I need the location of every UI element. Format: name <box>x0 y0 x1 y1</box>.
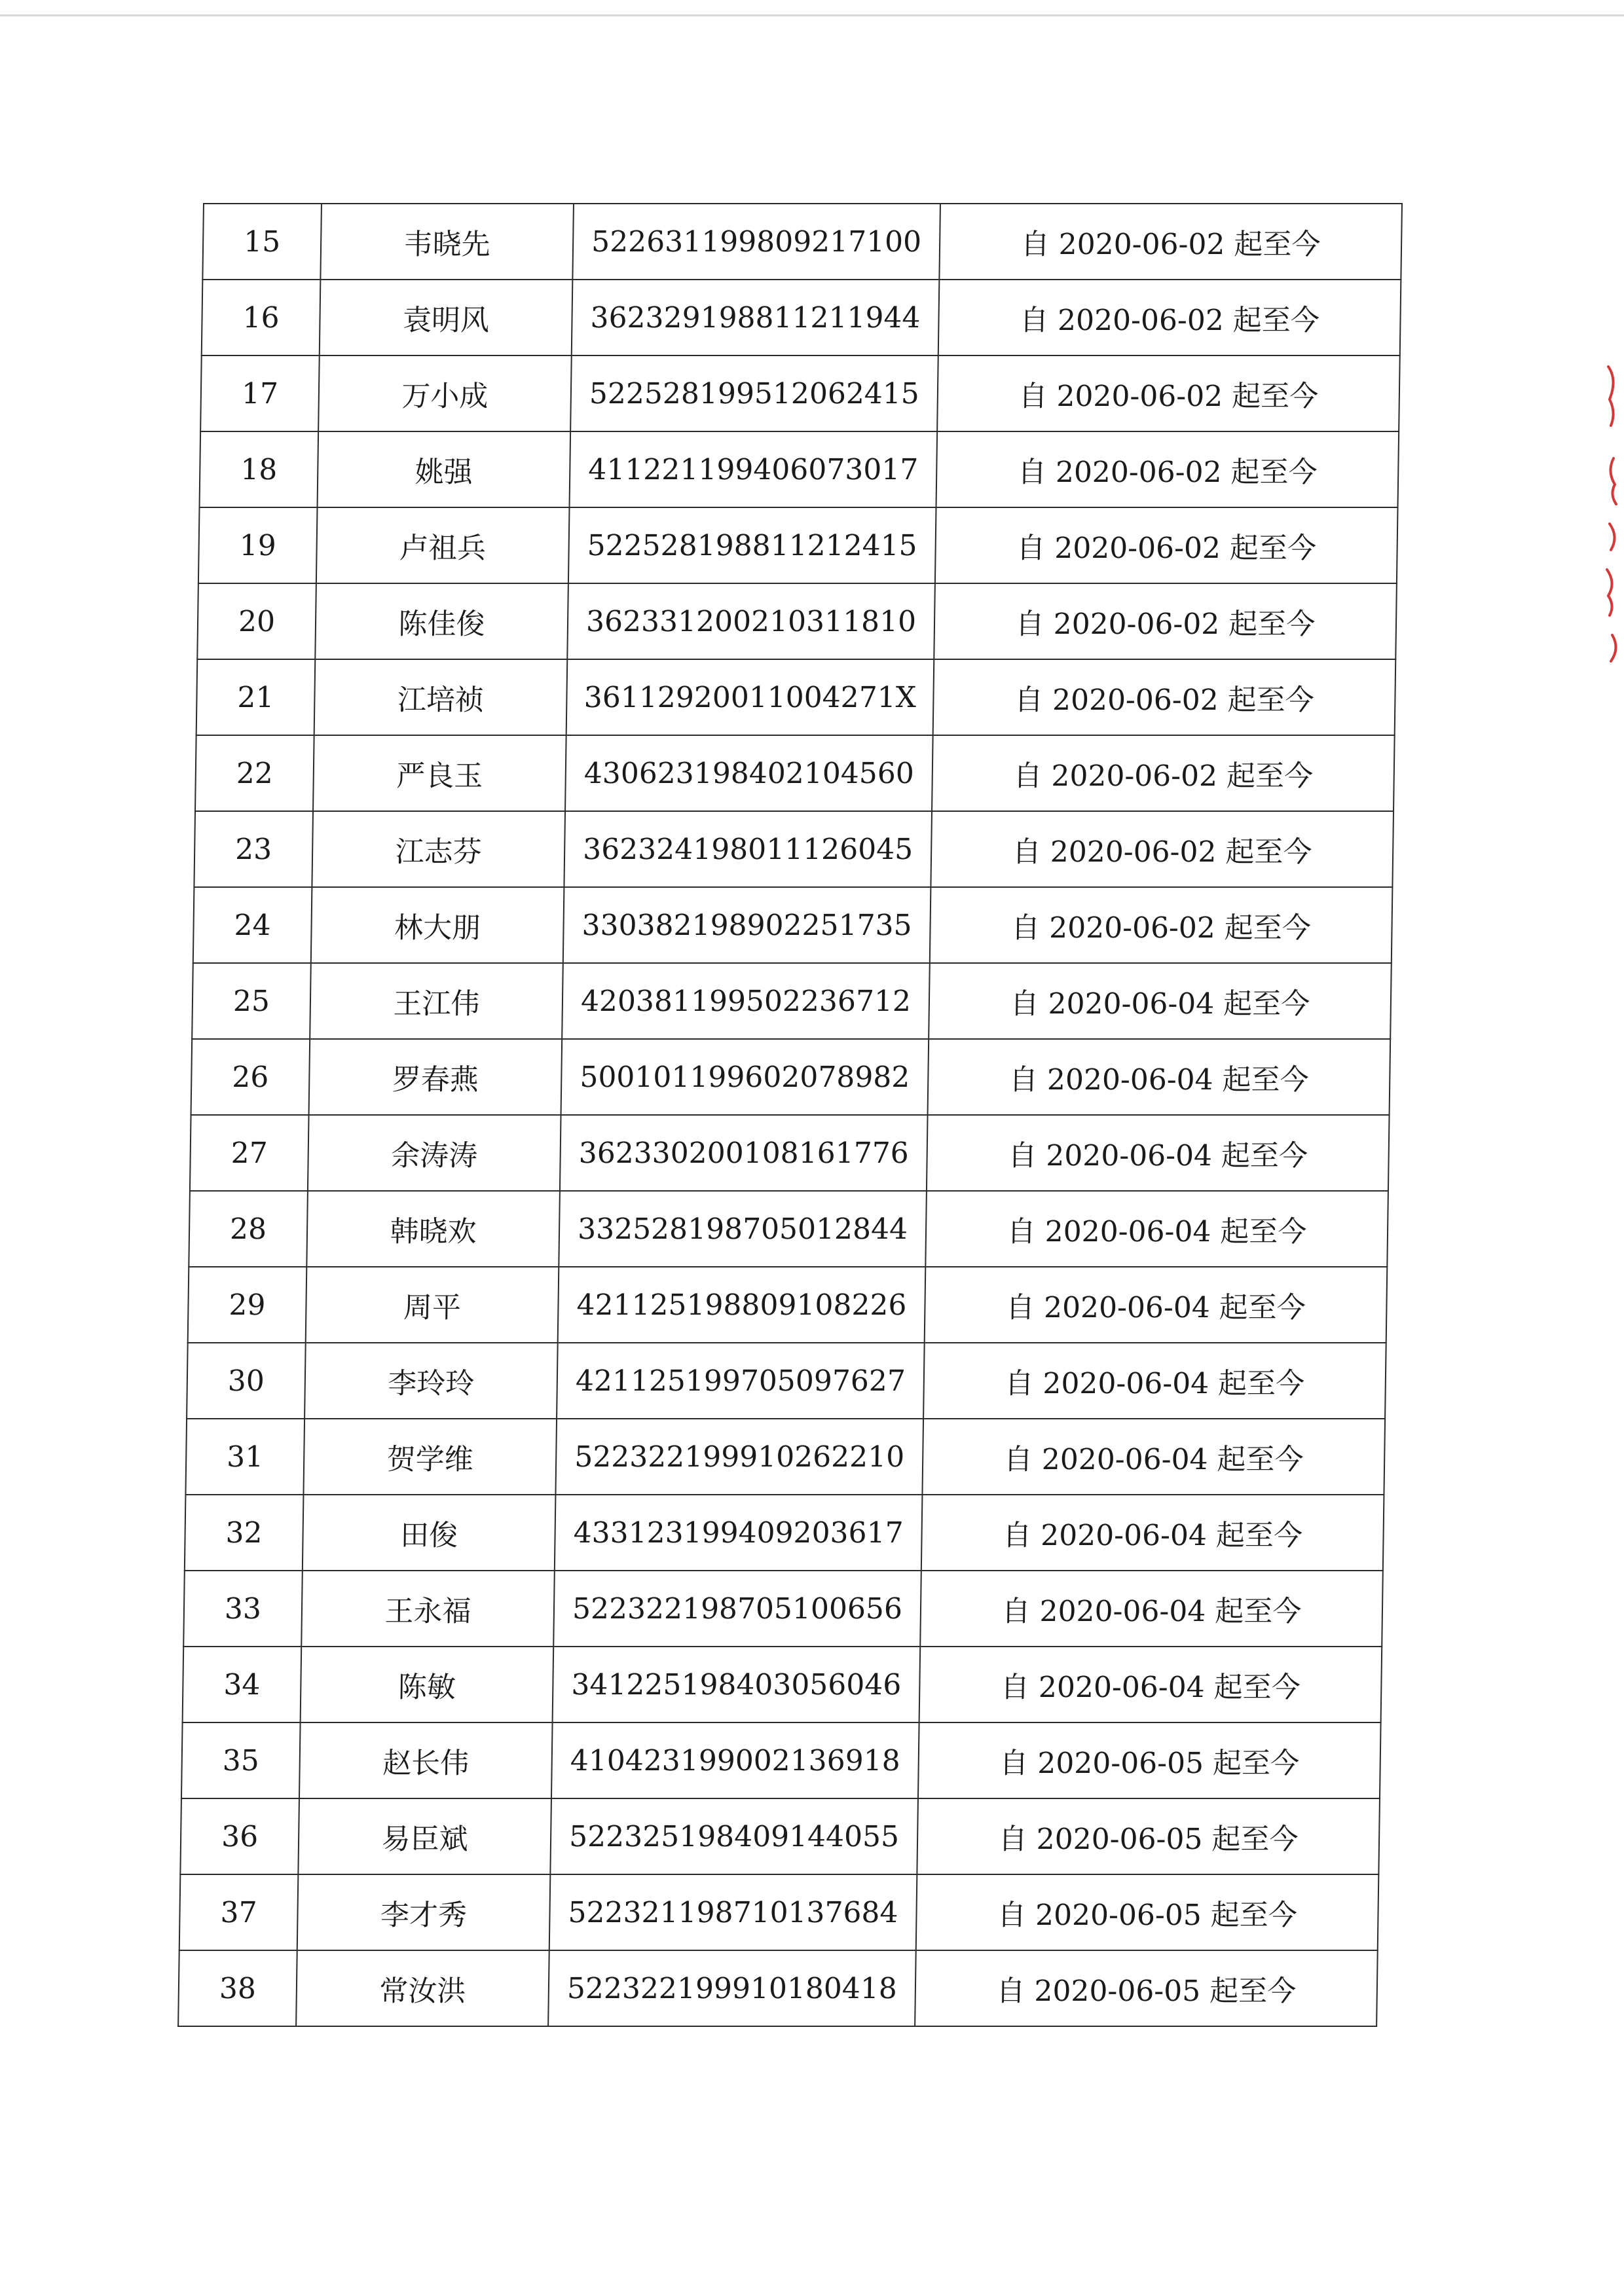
id-number-cell: 421125199705097627 <box>557 1343 925 1419</box>
table-row <box>196 659 1396 735</box>
id-number-cell: 522528199512062415 <box>570 355 938 431</box>
name-cell: 常汝洪 <box>296 1950 549 2026</box>
period-cell: 自 2020-06-02 起至今 <box>936 431 1399 507</box>
name-cell: 赵长伟 <box>299 1722 553 1798</box>
table-row <box>187 1343 1386 1419</box>
period-cell: 自 2020-06-04 起至今 <box>927 1115 1390 1191</box>
table-row <box>200 355 1400 431</box>
period-cell: 自 2020-06-02 起至今 <box>939 204 1402 280</box>
row-number-cell: 29 <box>188 1267 307 1343</box>
row-number-cell: 25 <box>192 963 311 1039</box>
table-row <box>178 1950 1378 2026</box>
roster-table <box>177 203 1403 2027</box>
name-cell: 姚强 <box>318 431 571 507</box>
name-cell: 田俊 <box>303 1495 556 1571</box>
period-cell: 自 2020-06-02 起至今 <box>935 507 1398 583</box>
table-row <box>183 1571 1383 1647</box>
row-number-cell: 18 <box>200 431 319 507</box>
period-cell: 自 2020-06-04 起至今 <box>919 1647 1382 1722</box>
scan-edge-line <box>0 14 1624 16</box>
table-row <box>194 811 1393 887</box>
row-number-cell: 23 <box>194 811 313 887</box>
name-cell: 罗春燕 <box>309 1039 563 1115</box>
id-number-cell: 362330200108161776 <box>560 1115 928 1191</box>
id-number-cell: 341225198403056046 <box>553 1647 921 1722</box>
table-row <box>202 280 1401 355</box>
id-number-cell: 522322199910180418 <box>548 1950 916 2026</box>
row-number-cell: 24 <box>193 887 312 963</box>
period-cell: 自 2020-06-04 起至今 <box>920 1571 1383 1647</box>
name-cell: 韦晓先 <box>320 204 574 280</box>
period-cell: 自 2020-06-04 起至今 <box>921 1495 1384 1571</box>
name-cell: 韩晓欢 <box>306 1191 560 1267</box>
row-number-cell: 15 <box>202 204 322 280</box>
period-cell: 自 2020-06-05 起至今 <box>916 1874 1379 1950</box>
name-cell: 李才秀 <box>297 1874 551 1950</box>
row-number-cell: 30 <box>187 1343 306 1419</box>
table-row <box>190 1115 1390 1191</box>
row-number-cell: 36 <box>180 1798 299 1874</box>
name-cell: 陈敏 <box>301 1647 554 1722</box>
name-cell: 王江伟 <box>310 963 563 1039</box>
name-cell: 贺学维 <box>303 1419 557 1495</box>
row-number-cell: 19 <box>198 507 318 583</box>
period-cell: 自 2020-06-02 起至今 <box>931 811 1393 887</box>
table-row <box>185 1495 1384 1571</box>
row-number-cell: 32 <box>185 1495 304 1571</box>
period-cell: 自 2020-06-02 起至今 <box>938 280 1401 355</box>
name-cell: 严良玉 <box>313 735 566 811</box>
id-number-cell: 522322199910262210 <box>555 1419 923 1495</box>
period-cell: 自 2020-06-02 起至今 <box>932 735 1395 811</box>
id-number-cell: 522325198409144055 <box>550 1798 918 1874</box>
row-number-cell: 35 <box>181 1722 301 1798</box>
period-cell: 自 2020-06-02 起至今 <box>934 583 1397 659</box>
period-cell: 自 2020-06-02 起至今 <box>937 355 1400 431</box>
id-number-cell: 36112920011004271X <box>566 659 934 735</box>
id-number-cell: 420381199502236712 <box>562 963 930 1039</box>
name-cell: 余涛涛 <box>308 1115 561 1191</box>
table-row <box>195 735 1395 811</box>
row-number-cell: 22 <box>195 735 314 811</box>
period-cell: 自 2020-06-02 起至今 <box>933 659 1396 735</box>
period-cell: 自 2020-06-04 起至今 <box>928 1039 1391 1115</box>
name-cell: 李玲玲 <box>304 1343 558 1419</box>
row-number-cell: 38 <box>178 1950 297 2026</box>
id-number-cell: 362329198811211944 <box>572 280 940 355</box>
table-row <box>189 1191 1388 1267</box>
table-row <box>200 431 1399 507</box>
name-cell: 袁明风 <box>320 280 573 355</box>
name-cell: 王永福 <box>301 1571 555 1647</box>
name-cell: 江培祯 <box>314 659 568 735</box>
period-cell: 自 2020-06-02 起至今 <box>930 887 1393 963</box>
id-number-cell: 433123199409203617 <box>555 1495 923 1571</box>
id-number-cell: 332528198705012844 <box>559 1191 927 1267</box>
seal-stamp-fragment <box>1604 354 1624 668</box>
id-number-cell: 522631199809217100 <box>572 204 940 280</box>
id-number-cell: 411221199406073017 <box>570 431 938 507</box>
table-row <box>193 887 1393 963</box>
id-number-cell: 430623198402104560 <box>565 735 933 811</box>
table-row <box>180 1798 1380 1874</box>
id-number-cell: 362331200210311810 <box>567 583 935 659</box>
id-number-cell: 410423199002136918 <box>551 1722 919 1798</box>
id-number-cell: 522321198710137684 <box>549 1874 917 1950</box>
table-row <box>179 1874 1379 1950</box>
name-cell: 万小成 <box>318 355 572 431</box>
period-cell: 自 2020-06-04 起至今 <box>923 1343 1386 1419</box>
row-number-cell: 21 <box>196 659 316 735</box>
row-number-cell: 28 <box>189 1191 308 1267</box>
row-number-cell: 33 <box>183 1571 303 1647</box>
row-number-cell: 34 <box>183 1647 302 1722</box>
period-cell: 自 2020-06-05 起至今 <box>915 1950 1378 2026</box>
table-row <box>192 963 1392 1039</box>
id-number-cell: 421125198809108226 <box>558 1267 926 1343</box>
table-row <box>202 204 1402 280</box>
id-number-cell: 500101199602078982 <box>561 1039 929 1115</box>
period-cell: 自 2020-06-04 起至今 <box>922 1419 1385 1495</box>
id-number-cell: 330382198902251735 <box>563 887 931 963</box>
table-row <box>197 583 1397 659</box>
table-row <box>185 1419 1385 1495</box>
name-cell: 周平 <box>306 1267 559 1343</box>
period-cell: 自 2020-06-05 起至今 <box>918 1722 1381 1798</box>
name-cell: 易臣斌 <box>298 1798 551 1874</box>
row-number-cell: 31 <box>185 1419 304 1495</box>
row-number-cell: 27 <box>190 1115 309 1191</box>
period-cell: 自 2020-06-04 起至今 <box>925 1267 1388 1343</box>
period-cell: 自 2020-06-04 起至今 <box>929 963 1392 1039</box>
table-row <box>191 1039 1391 1115</box>
row-number-cell: 37 <box>179 1874 299 1950</box>
table-row <box>183 1647 1382 1722</box>
table-row <box>181 1722 1381 1798</box>
row-number-cell: 26 <box>191 1039 310 1115</box>
table-row <box>188 1267 1388 1343</box>
row-number-cell: 17 <box>200 355 320 431</box>
period-cell: 自 2020-06-04 起至今 <box>925 1191 1388 1267</box>
roster-body <box>178 204 1402 2026</box>
row-number-cell: 20 <box>197 583 316 659</box>
id-number-cell: 362324198011126045 <box>564 811 932 887</box>
table-row <box>198 507 1398 583</box>
id-number-cell: 522322198705100656 <box>553 1571 921 1647</box>
id-number-cell: 522528198811212415 <box>568 507 936 583</box>
name-cell: 卢祖兵 <box>316 507 570 583</box>
row-number-cell: 16 <box>202 280 321 355</box>
name-cell: 江志芬 <box>312 811 565 887</box>
name-cell: 陈佳俊 <box>315 583 568 659</box>
name-cell: 林大朋 <box>311 887 564 963</box>
period-cell: 自 2020-06-05 起至今 <box>917 1798 1380 1874</box>
